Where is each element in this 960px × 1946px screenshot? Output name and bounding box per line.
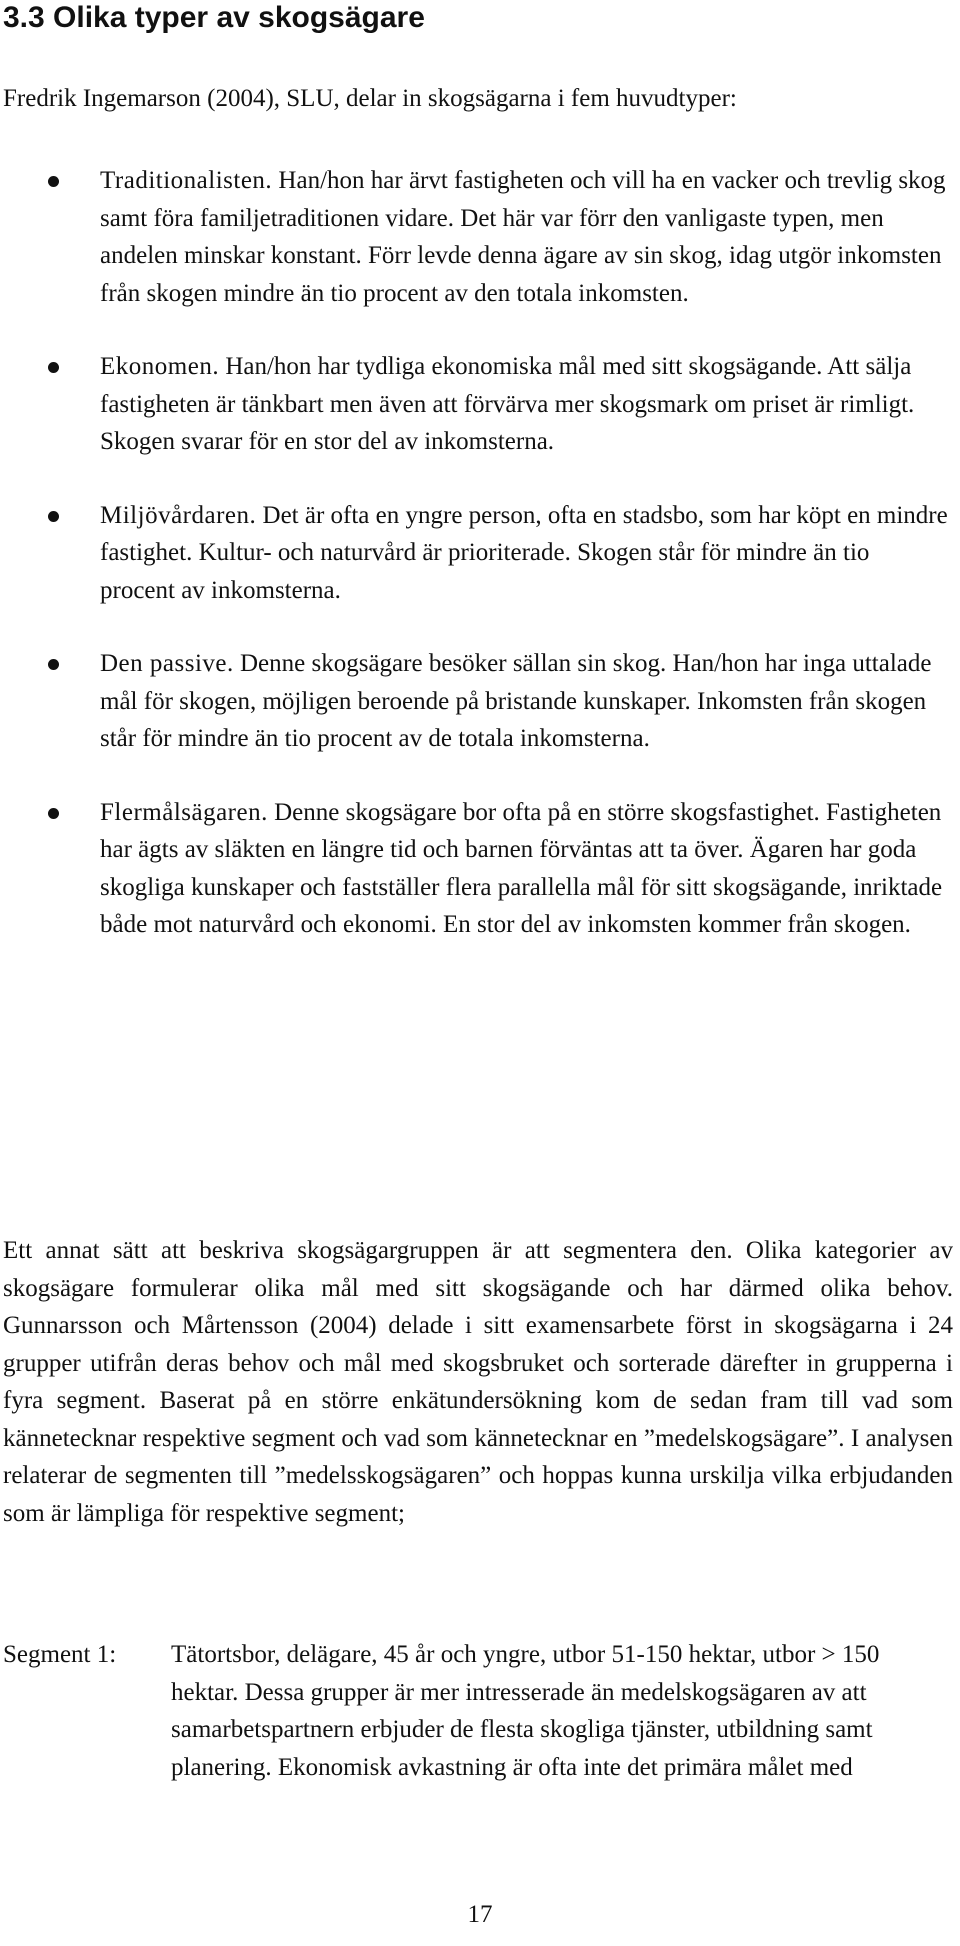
list-item-text: Han/hon har tydliga ekonomiska mål med sitt skogsägande. Att sälja fastigheten är tänkbart men även att förvärva mer skogsmark om priset är rimligt. Skogen svarar för en stor del av inkomsterna. [100, 353, 915, 455]
bullet-icon [48, 511, 59, 522]
list-item-term: Den passive. [100, 650, 234, 677]
list-item-term: Miljövårdaren. [100, 501, 257, 529]
section-heading: 3.3 Olika typer av skogsägare [3, 1, 425, 34]
owner-type-list [0, 162, 960, 980]
list-item-text: Han/hon har ärvt fastigheten och vill ha en vacker och trevlig skog samt föra familjetraditionen vidare. Det här var förr den vanligaste typen, men andelen minskar konstant. Förr levde denna ägare av sin skog, idag utgör inkomsten från skogen mindre än tio procent av den totala inkomsten. [100, 167, 946, 307]
bullet-icon [48, 808, 59, 819]
body-paragraph: Ett annat sätt att beskriva skogsägargruppen är att segmentera den. Olika kategorier av skogsägare formulerar olika mål med sitt skogsägande och har därmed olika behov. Gunnarsson och Mårtensson (2004) delade i sitt examensarbete först in skogsägarna i 24 grupper utifrån deras behov och mål med skogsbruket och sorterade därefter in grupperna i fyra segment. Baserat på en större enkätundersökning kom de sedan fram till vad som kännetecknar respektive segment och vad som kännetecknar en ”medelskogsägare”. I analysen relaterar de segmenten till ”medelsskogsägaren” och hoppas kunna urskilja vilka erbjudanden som är lämpliga för respektive segment; [3, 1237, 953, 1527]
list-item-text: Det är ofta en yngre person, ofta en stadsbo, som har köpt en mindre fastighet. Kultur- och naturvård är prioriterade. Skogen står för mindre än tio procent av inkomsterna. [100, 501, 948, 604]
list-item-text: Denne skogsägare bor ofta på en större skogsfastighet. Fastigheten har ägts av släkten en längre tid och barnen förväntas att ta över. Ägaren har goda skogliga kunskaper och fastställer flera parallella mål för sitt skogsägande, inriktade både mot naturvård och ekonomi. En stor del av inkomsten kommer från skogen. [100, 798, 943, 938]
list-item [0, 645, 950, 758]
list-item-text: Denne skogsägare besöker sällan sin skog. Han/hon har inga uttalade mål för skogen, möjligen beroende på bristande kunskaper. Inkomsten från skogen står för mindre än tio procent av de totala inkomsterna. [100, 650, 932, 752]
intro-text: Fredrik Ingemarson (2004), SLU, delar in skogsägarna i fem huvudtyper: [3, 85, 737, 112]
list-item-term: Flermålsägaren. [100, 798, 268, 826]
list-item [0, 497, 950, 610]
bullet-icon [48, 176, 59, 187]
page-number: 17 [467, 1901, 493, 1928]
list-item-term: Ekonomen. [100, 353, 220, 380]
list-item [0, 162, 950, 312]
segment-label: Segment 1: [3, 1641, 117, 1668]
list-item [0, 348, 950, 461]
bullet-icon [48, 659, 59, 670]
segment-description: Tätortsbor, delägare, 45 år och yngre, utbor 51-150 hektar, utbor > 150 hektar. Dessa grupper är mer intresserade än medelskogsägaren av att samarbetspartnern erbjuder de flesta skogliga tjänster, utbildning samt planering. Ekonomisk avkastning är ofta inte det primära målet med [171, 1641, 880, 1781]
list-item [0, 794, 950, 944]
bullet-icon [48, 362, 59, 373]
list-item-term: Traditionalisten. [100, 167, 273, 194]
